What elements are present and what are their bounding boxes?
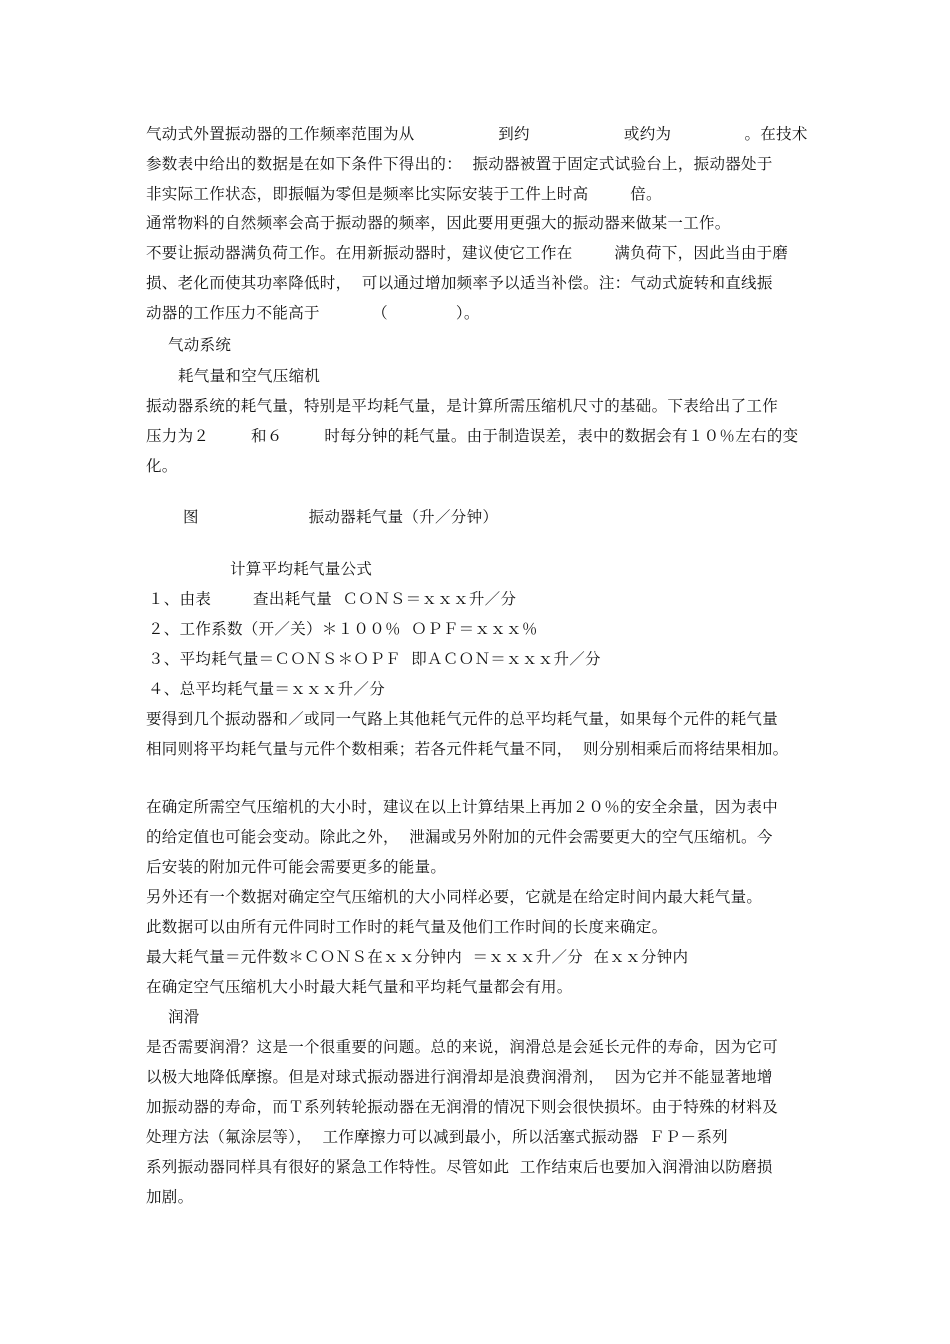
paragraph-5-line-1: 要得到几个振动器和／或同一气路上其他耗气元件的总平均耗气量，如果每个元件的耗气量 [146,710,779,728]
paragraph-7-line-3: 最大耗气量＝元件数＊ＣＯＮＳ在ｘｘ分钟内 ＝ｘｘｘ升／分 在ｘｘ分钟内 [146,948,689,966]
paragraph-1-line-2: 参数表中给出的数据是在如下条件下得出的： 振动器被置于固定式试验台上，振动器处于 [146,155,773,173]
paragraph-7-line-2: 此数据可以由所有元件同时工作时的耗气量及他们工作时间的长度来确定。 [146,918,668,936]
paragraph-3-line-2: 损、老化而使其功率降低时， 可以通过增加频率予以适当补偿。注：气动式旋转和直线振 [146,274,773,292]
formula-step-2: ２、工作系数（开／关）＊１００％ ＯＰＦ＝ｘｘｘ％ [148,620,538,638]
paragraph-8-line-4: 处理方法（氟涂层等）， 工作摩擦力可以减到最小，所以活塞式振动器 ＦＰ－系列 [146,1128,728,1146]
formula-step-1: １、由表 查出耗气量 ＣＯＮＳ＝ｘｘｘ升／分 [148,590,517,608]
paragraph-6-line-2: 的给定值也可能会变动。除此之外， 泄漏或另外附加的元件会需要更大的空气压缩机。今 [146,828,773,846]
paragraph-3-line-1: 不要让振动器满负荷工作。在用新振动器时，建议使它工作在 满负荷下，因此当由于磨 [146,244,789,262]
paragraph-8-line-5: 系列振动器同样具有很好的紧急工作特性。尽管如此 工作结束后也要加入润滑油以防磨损 [146,1158,773,1176]
paragraph-4-line-3: 化。 [146,457,178,475]
figure-caption: 图 振动器耗气量（升／分钟） [183,508,499,526]
paragraph-2-line-1: 通常物料的自然频率会高于振动器的频率，因此要用更强大的振动器来做某一工作。 [146,214,731,232]
paragraph-1-line-3: 非实际工作状态，即振幅为零但是频率比实际安装于工件上时高 倍。 [146,185,662,203]
paragraph-3-line-3: 动器的工作压力不能高于 （ ）。 [146,304,480,322]
paragraph-4-line-1: 振动器系统的耗气量，特别是平均耗气量，是计算所需压缩机尺寸的基础。下表给出了工作 [146,397,779,415]
formula-step-4: ４、总平均耗气量＝ｘｘｘ升／分 [148,680,386,698]
paragraph-7-line-4: 在确定空气压缩机大小时最大耗气量和平均耗气量都会有用。 [146,978,573,996]
paragraph-6-line-3: 后安装的附加元件可能会需要更多的能量。 [146,858,447,876]
formula-step-3: ３、平均耗气量＝ＣＯＮＳ＊ＯＰＦ 即ＡＣＯＮ＝ｘｘｘ升／分 [148,650,601,668]
paragraph-8-line-1: 是否需要润滑？这是一个很重要的问题。总的来说，润滑总是会延长元件的寿命，因为它可 [146,1038,779,1056]
paragraph-7-line-1: 另外还有一个数据对确定空气压缩机的大小同样必要，它就是在给定时间内最大耗气量。 [146,888,763,906]
section-heading-lubrication: 润滑 [168,1008,200,1026]
paragraph-5-line-2: 相同则将平均耗气量与元件个数相乘；若各元件耗气量不同， 则分别相乘后而将结果相加。 [146,740,789,758]
paragraph-8-line-3: 加振动器的寿命，而Ｔ系列转轮振动器在无润滑的情况下则会很快损坏。由于特殊的材料及 [146,1098,779,1116]
paragraph-1-line-1: 气动式外置振动器的工作频率范围为从 到约 或约为 。在技术 [146,125,808,143]
paragraph-8-line-2: 以极大地降低摩擦。但是对球式振动器进行润滑却是浪费润滑剂， 因为它并不能显著地增 [146,1068,773,1086]
paragraph-4-line-2: 压力为２ 和６ 时每分钟的耗气量。由于制造误差，表中的数据会有１０％左右的变 [146,427,799,445]
formula-heading: 计算平均耗气量公式 [230,560,373,578]
paragraph-8-line-6: 加剧。 [146,1188,194,1206]
subheading-air-consumption: 耗气量和空气压缩机 [178,367,321,385]
section-heading-pneumatic: 气动系统 [168,336,232,354]
paragraph-6-line-1: 在确定所需空气压缩机的大小时，建议在以上计算结果上再加２０％的安全余量，因为表中 [146,798,779,816]
